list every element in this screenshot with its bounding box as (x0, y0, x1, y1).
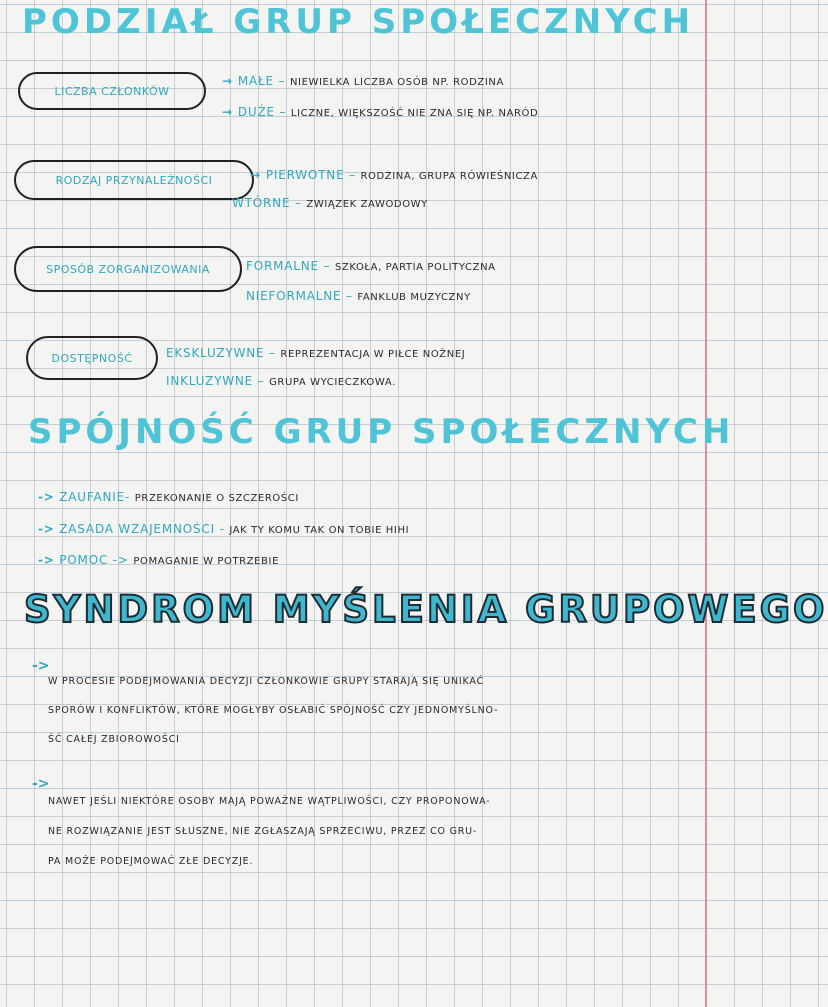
paragraph-line: NAWET JEŚLI NIEKTÓRE OSOBY MAJĄ POWAŻNE WĄTPLIWOŚCI, CZY PROPONOWA- (48, 796, 491, 807)
term: FORMALNE (246, 259, 319, 273)
notebook-margin-line (705, 0, 707, 1007)
group-item-formalne: FORMALNE – SZKOŁA, PARTIA POLITYCZNA (246, 259, 496, 273)
group-label: RODZAJ PRZYNALEŻNOŚCI (55, 173, 213, 187)
paragraph-line: PA MOŻE PODEJMOWAĆ ZŁE DECYZJE. (48, 856, 254, 867)
term: INKLUZYWNE (166, 374, 254, 388)
cloud-label-rodzaj (14, 160, 254, 200)
group-label: DOSTĘPNOŚĆ (51, 351, 133, 365)
desc: ZWIĄZEK ZAWODOWY (306, 199, 428, 210)
arrow-icon: -> (38, 490, 55, 504)
arrow-icon: → (222, 105, 238, 119)
cloud-label-sposob (14, 246, 242, 292)
term: NIEFORMALNE (246, 289, 342, 303)
group-item-wtorne: WTÓRNE – ZWIĄZEK ZAWODOWY (232, 196, 428, 210)
desc: NIEWIELKA LICZBA OSÓB NP. RODZINA (289, 77, 504, 88)
cohesion-item-zaufanie: -> ZAUFANIE- PRZEKONANIE O SZCZEROŚCI (38, 490, 299, 504)
desc: POMAGANIE W POTRZEBIE (133, 556, 280, 567)
term: PIERWOTNE (265, 168, 345, 182)
desc: JAK TY KOMU TAK ON TOBIE HIHI (229, 525, 410, 536)
cohesion-item-pomoc: -> POMOC -> POMAGANIE W POTRZEBIE (38, 553, 280, 567)
paragraph-line: ŚĆ CAŁEJ ZBIOROWOŚCI (48, 734, 180, 745)
group-label: LICZBA CZŁONKÓW (54, 84, 170, 98)
paragraph-line: SPORÓW I KONFLIKTÓW, KTÓRE MOGŁYBY OSŁABIĆ SPÓJNOŚĆ CZY JEDNOMYŚLNO- (48, 705, 499, 716)
arrow-icon: -> (32, 776, 50, 792)
arrow-icon: -> (32, 658, 50, 674)
group-item-male: → MAŁE – NIEWIELKA LICZBA OSÓB NP. RODZINA (222, 74, 504, 88)
desc: PRZEKONANIE O SZCZEROŚCI (134, 493, 299, 504)
term: MAŁE (237, 74, 274, 88)
group-item-inkluzywne: INKLUZYWNE – GRUPA WYCIECZKOWA. (166, 374, 396, 388)
arrow-icon: → (250, 168, 266, 182)
term: WTÓRNE (232, 196, 291, 210)
section-title-spojnosc: SPÓJNOŚĆ GRUP SPOŁECZNYCH (28, 412, 735, 452)
desc: GRUPA WYCIECZKOWA. (269, 377, 396, 388)
group-item-ekskluzywne: EKSKLUZYWNE – REPREZENTACJA W PIŁCE NOŻNEJ (166, 346, 466, 360)
term: ZAUFANIE (59, 490, 125, 504)
arrow-icon: → (222, 74, 238, 88)
section-title-syndrom: SYNDROM MYŚLENIA GRUPOWEGO (24, 588, 828, 631)
term: POMOC (59, 553, 109, 567)
group-item-duze: → DUŻE – LICZNE, WIĘKSZOŚĆ NIE ZNA SIĘ NP. NARÓD (222, 105, 539, 119)
group-item-pierwotne: → PIERWOTNE – RODZINA, GRUPA RÓWIEŚNICZA (250, 168, 538, 182)
desc: SZKOŁA, PARTIA POLITYCZNA (334, 262, 496, 273)
group-label: SPOSÓB ZORGANIZOWANIA (46, 262, 210, 276)
term: DUŻE (237, 105, 275, 119)
cloud-label-liczba (18, 72, 206, 110)
section-title-podzial: PODZIAŁ GRUP SPOŁECZNYCH (22, 2, 695, 42)
desc: FANKLUB MUZYCZNY (357, 292, 471, 303)
group-item-nieformalne: NIEFORMALNE – FANKLUB MUZYCZNY (246, 289, 471, 303)
desc: RODZINA, GRUPA RÓWIEŚNICZA (360, 171, 538, 182)
arrow-icon: -> (38, 522, 55, 536)
term: ZASADA WZAJEMNOŚCI (59, 522, 215, 536)
cloud-label-dostepnosc (26, 336, 158, 380)
paragraph-line: NE ROZWIĄZANIE JEST SŁUSZNE, NIE ZGŁASZAJĄ SPRZECIWU, PRZEZ CO GRU- (48, 826, 478, 837)
term: EKSKLUZYWNE (166, 346, 265, 360)
arrow-icon: -> (38, 553, 55, 567)
desc: LICZNE, WIĘKSZOŚĆ NIE ZNA SIĘ NP. NARÓD (290, 108, 539, 119)
cohesion-item-wzajemnosc: -> ZASADA WZAJEMNOŚCI - JAK TY KOMU TAK ON TOBIE HIHI (38, 522, 410, 536)
paragraph-line: W PROCESIE PODEJMOWANIA DECYZJI CZŁONKOWIE GRUPY STARAJĄ SIĘ UNIKAĆ (48, 676, 484, 687)
desc: REPREZENTACJA W PIŁCE NOŻNEJ (280, 349, 466, 360)
